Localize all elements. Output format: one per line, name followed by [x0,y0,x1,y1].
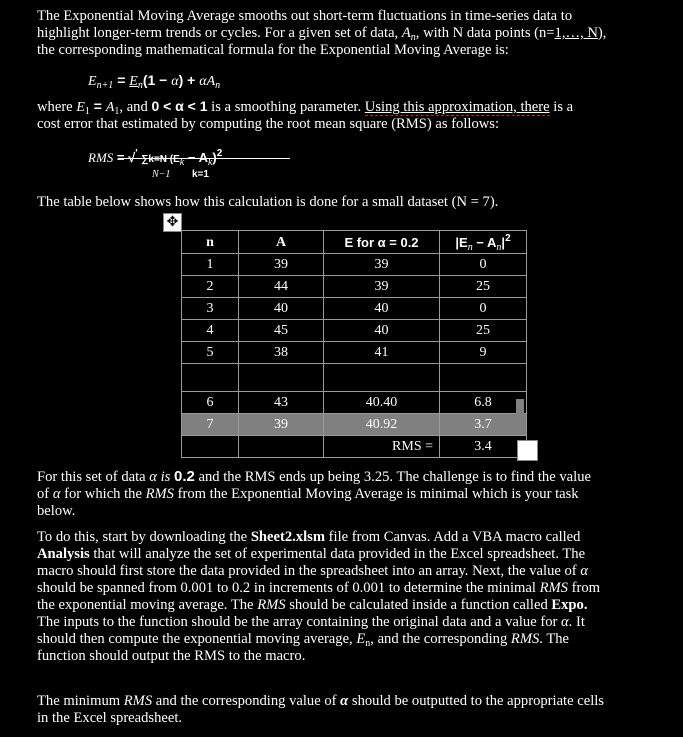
header-n: n [182,231,239,254]
where-line-2: cost error that estimated by computing the root mean square (RMS) as follows: [37,116,500,132]
selection-extension [516,399,524,415]
task-line-4: should be spanned from 0.001 to 0.2 in increments of 0.001 to determine the minimal RMS from [37,580,600,596]
table-rms-row [182,436,527,458]
result-paragraph [37,468,663,520]
final-line-1: The minimum RMS and the corresponding value of α should be outputted to the appropriate cells [37,693,604,709]
result-line-1: For this set of data α is 0.2 and the RMS ends up being 3.25. The challenge is to find the value [37,468,591,485]
table-row: 1 39 39 0 [182,254,527,276]
result-line-3: below. [37,503,76,519]
resize-handle[interactable] [517,440,538,461]
where-line-1: where $E_1 = A_1$, and 0 < α < 1 is a smoothing parameter. Using this approximation, there is a [37,98,574,117]
table-row-selected[interactable]: 7 39 40.92 3.7 [182,414,527,436]
final-line-2: in the Excel spreadsheet. [37,710,183,726]
table-row: 6 43 40.40 6.8 [182,392,527,414]
data-table [181,230,527,458]
ema-formula: $E_{n+1} = E_n(1 - \alpha) + \alpha A_n$ [88,72,221,91]
table-row: 4 45 40 25 [182,320,527,342]
rms-formula: RMS = √' ∑k=N $(E_k - A_k)^2$ [88,148,223,168]
intro-line-2: highlight longer-term trends or cycles. For a given set of data, $A_n$, with N data points (n=1,…, N), [37,25,607,43]
rms-value: 3.4 [440,436,527,458]
intro-line-1: The Exponential Moving Average smooths out short-term fluctuations in time-series data to [37,8,573,24]
rms-fraction-bar [118,158,290,159]
table-intro: The table below shows how this calculation is done for a small dataset (N = 7). [37,194,499,210]
rms-denominator: N−1 [152,169,171,180]
table-row: 2 44 39 25 [182,276,527,298]
table-row: 3 40 40 0 [182,298,527,320]
task-line-7: should then compute the exponential moving average, $E_n$, and the corresponding RMS. The [37,631,570,649]
rms-label: RMS = [324,436,440,458]
where-paragraph [37,98,663,133]
task-line-5: the exponential moving average. The RMS should be calculated inside a function called Expo. [37,597,588,613]
final-paragraph [37,693,663,727]
table-row: 5 38 41 9 [182,342,527,364]
task-line-3: macro should first store the data provided in the spreadsheet into an array. Next, the value of α [37,563,588,579]
header-a: A [239,231,324,254]
task-line-6: The inputs to the function should be the array containing the original data and a value for α. It [37,614,585,630]
task-line-2: Analysis that will analyze the set of experimental data provided in the Excel spreadsheet. The [37,546,586,562]
table-header-row [182,231,527,254]
move-icon[interactable]: ✥ [163,213,182,232]
header-e: E for α = 0.2 [324,231,440,254]
task-line-1: To do this, start by downloading the Sheet2.xlsm file from Canvas. Add a VBA macro called [37,529,581,545]
intro-paragraph [37,8,663,59]
header-error: $|E_n - A_n|^2$ [440,231,527,254]
task-line-8: function should output the RMS to the macro. [37,648,306,664]
task-paragraph [37,529,663,665]
intro-line-3: the corresponding mathematical formula for the Exponential Moving Average is: [37,42,509,58]
table-row-empty [182,364,527,392]
result-line-2: of α for which the RMS from the Exponential Moving Average is minimal which is your task [37,486,579,502]
rms-sum-lower: k=1 [192,169,209,180]
